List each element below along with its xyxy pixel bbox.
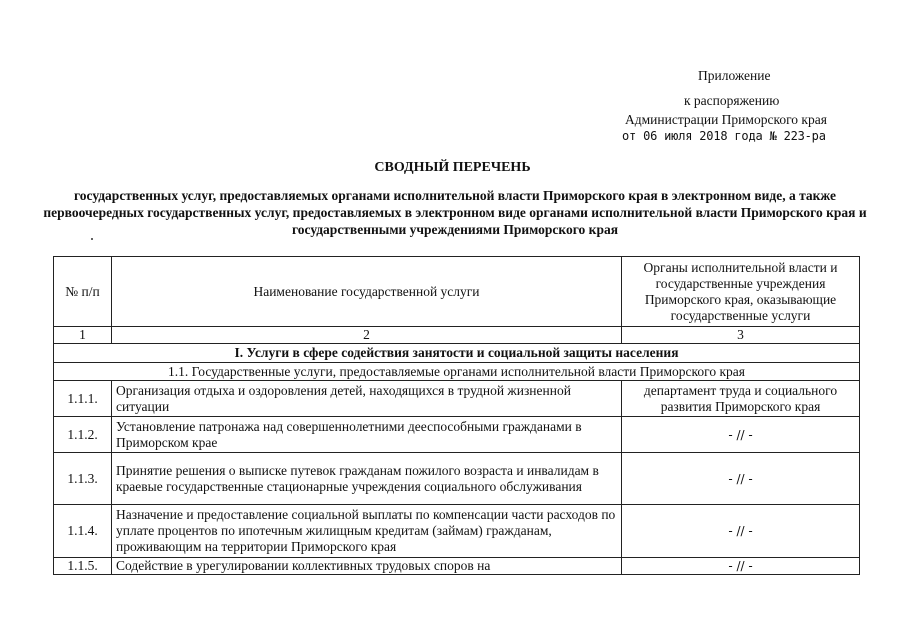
- column-number-3: 3: [622, 327, 860, 344]
- row-organization: - // -: [622, 417, 860, 453]
- appendix-date-stamp: от 06 июля 2018 года № 223-ра: [622, 129, 826, 143]
- row-service-name: Организация отдыха и оздоровления детей, находящихся в трудной жизненной ситуации: [112, 381, 622, 417]
- scan-speck: [91, 238, 93, 240]
- section-title: I. Услуги в сфере содействия занятости и социальной защиты населения: [54, 344, 860, 363]
- row-organization: - // -: [622, 558, 860, 575]
- table-row: [54, 453, 860, 505]
- row-organization: - // -: [622, 453, 860, 505]
- header-organization: Органы исполнительной власти и государственные учреждения Приморского края, оказывающие государственные услуги: [622, 257, 860, 327]
- header-num: № п/п: [54, 257, 112, 327]
- row-organization: департамент труда и социального развития Приморского края: [622, 381, 860, 417]
- document-subtitle: государственных услуг, предоставляемых органами исполнительной власти Приморского края в электронном виде, а также первоочередных государственных услуг, предоставляемых в электронном виде органами исполнительной власти Приморского края и государственными учреждениями Приморского края: [43, 188, 867, 237]
- appendix-authority-line: Администрации Приморского края: [625, 112, 827, 127]
- row-number: 1.1.1.: [54, 381, 112, 417]
- subsection-title: 1.1. Государственные услуги, предоставляемые органами исполнительной власти Приморского края: [54, 363, 860, 381]
- row-number: 1.1.3.: [54, 453, 112, 505]
- column-number-2: 2: [112, 327, 622, 344]
- table-row: [54, 505, 860, 558]
- table-row: [54, 381, 860, 417]
- table-row: [54, 558, 860, 575]
- row-number: 1.1.5.: [54, 558, 112, 575]
- row-service-name: Содействие в урегулировании коллективных трудовых споров на: [112, 558, 622, 575]
- table-row: [54, 417, 860, 453]
- section-row: [54, 344, 860, 363]
- subsection-row: [54, 363, 860, 381]
- row-service-name: Установление патронажа над совершеннолетними дееспособными гражданами в Приморском крае: [112, 417, 622, 453]
- row-service-name: Назначение и предоставление социальной выплаты по компенсации части расходов по уплате процентов по ипотечным жилищным кредитам (займам) гражданам, проживающим на территории Приморского края: [112, 505, 622, 558]
- row-service-name: Принятие решения о выписке путевок гражданам пожилого возраста и инвалидам в краевые государственные стационарные учреждения социального обслуживания: [112, 453, 622, 505]
- column-number-1: 1: [54, 327, 112, 344]
- services-table: [53, 256, 860, 575]
- column-number-row: [54, 327, 860, 344]
- table-header-row: [54, 257, 860, 327]
- row-number: 1.1.2.: [54, 417, 112, 453]
- appendix-title: Приложение: [698, 68, 771, 83]
- header-service-name: Наименование государственной услуги: [112, 257, 622, 327]
- document-title: СВОДНЫЙ ПЕРЕЧЕНЬ: [374, 160, 531, 175]
- row-organization: - // -: [622, 505, 860, 558]
- appendix-order-line: к распоряжению: [684, 93, 780, 108]
- row-number: 1.1.4.: [54, 505, 112, 558]
